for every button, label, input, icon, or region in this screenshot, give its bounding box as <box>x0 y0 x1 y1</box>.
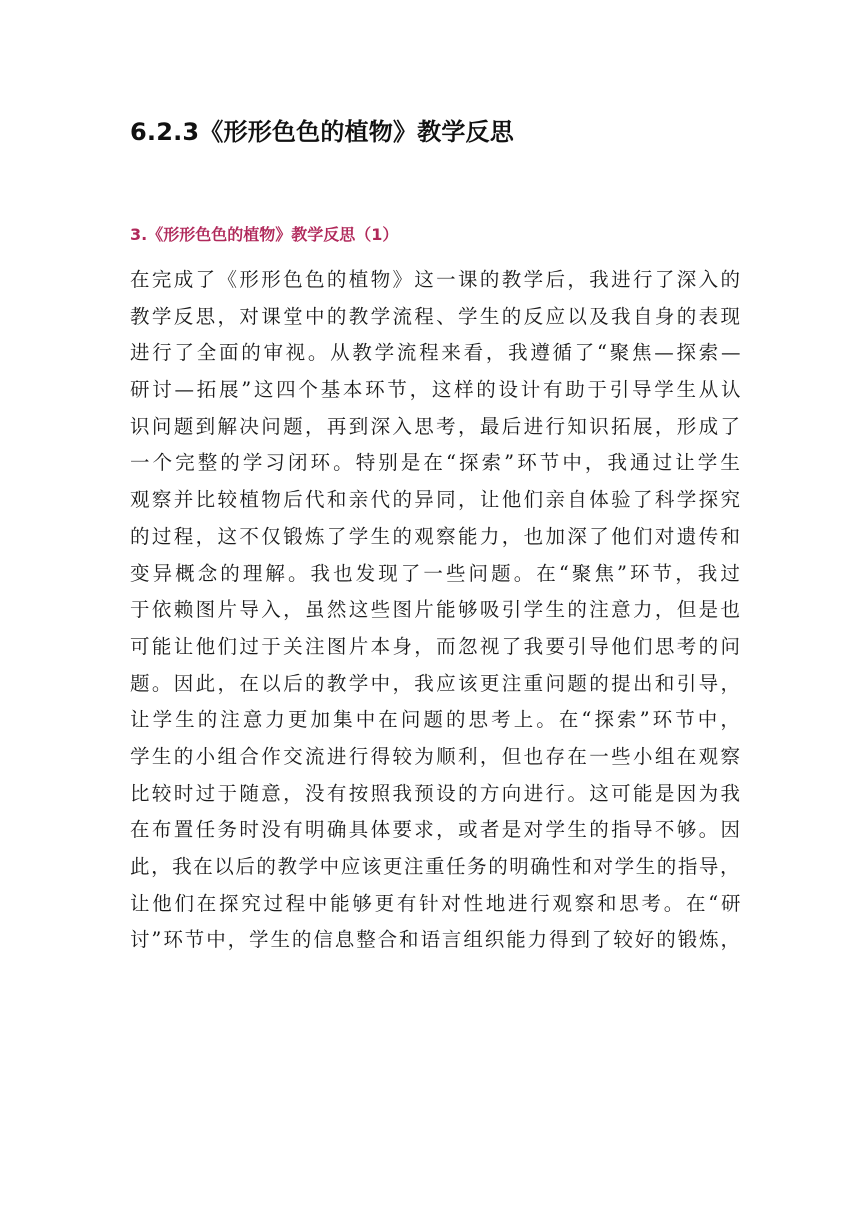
body-line: 进行了全面的审视。从教学流程来看，我遵循了“聚焦—探索— <box>130 341 744 365</box>
body-line: 让学生的注意力更加集中在问题的思考上。在“探索”环节中， <box>130 708 743 732</box>
body-line: 学生的小组合作交流进行得较为顺利，但也存在一些小组在观察 <box>130 744 743 768</box>
body-line: 的过程，这不仅锻炼了学生的观察能力，也加深了他们对遗传和 <box>130 524 743 548</box>
document-title: 6.2.3《形形色色的植物》教学反思 <box>130 118 514 146</box>
body-line: 讨”环节中，学生的信息整合和语言组织能力得到了较好的锻炼， <box>130 928 742 952</box>
body-line: 在布置任务时没有明确具体要求，或者是对学生的指导不够。因 <box>130 818 743 842</box>
body-line: 识问题到解决问题，再到深入思考，最后进行知识拓展，形成了 <box>130 414 743 438</box>
body-paragraph <box>130 262 744 959</box>
body-line: 变异概念的理解。我也发现了一些问题。在“聚焦”环节，我过 <box>130 561 743 585</box>
body-line: 教学反思，对课堂中的教学流程、学生的反应以及我自身的表现 <box>130 304 743 328</box>
body-line: 研讨—拓展”这四个基本环节，这样的设计有助于引导学生从认 <box>130 378 744 402</box>
body-line: 于依赖图片导入，虽然这些图片能够吸引学生的注意力，但是也 <box>130 598 743 622</box>
body-line: 观察并比较植物后代和亲代的异同，让他们亲自体验了科学探究 <box>130 488 743 512</box>
body-line: 比较时过于随意，没有按照我预设的方向进行。这可能是因为我 <box>130 781 743 805</box>
body-line: 一个完整的学习闭环。特别是在“探索”环节中，我通过让学生 <box>130 451 743 475</box>
section-heading: 3.《形形色色的植物》教学反思（1） <box>130 225 399 244</box>
body-line: 此，我在以后的教学中应该更注重任务的明确性和对学生的指导， <box>130 855 742 878</box>
body-line: 题。因此，在以后的教学中，我应该更注重问题的提出和引导， <box>130 671 743 695</box>
body-line: 在完成了《形形色色的植物》这一课的教学后，我进行了深入的 <box>130 268 743 291</box>
body-line: 可能让他们过于关注图片本身，而忽视了我要引导他们思考的问 <box>130 634 743 658</box>
body-line: 让他们在探究过程中能够更有针对性地进行观察和思考。在“研 <box>130 891 744 915</box>
